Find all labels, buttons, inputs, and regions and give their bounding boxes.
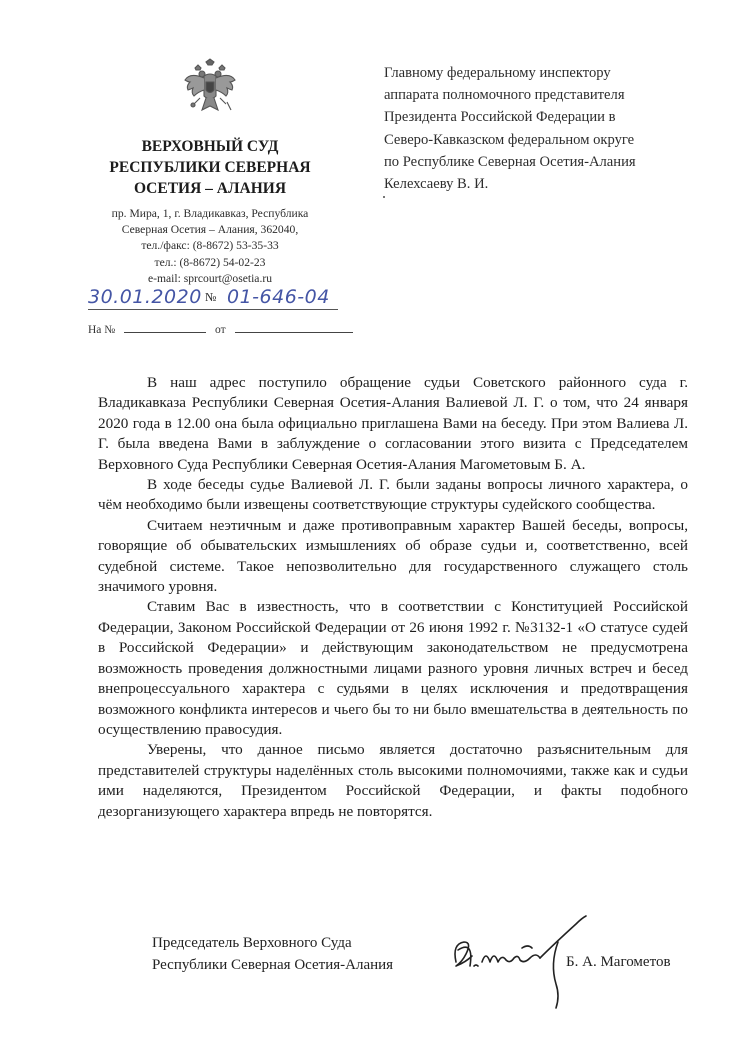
signatory-name: Б. А. Магометов <box>566 954 671 970</box>
phone-line: тел.: (8-8672) 54-02-23 <box>154 255 266 269</box>
recipient-line: Президента Российской Федерации в <box>384 109 616 126</box>
address-line: пр. Мира, 1, г. Владикавказ, Республика <box>111 207 309 220</box>
signatory-title-line: Республики Северная Осетия-Алания <box>152 957 394 973</box>
recipient-line: Главному федеральному инспектору <box>384 65 611 81</box>
court-name-line: ВЕРХОВНЫЙ СУД <box>141 138 279 155</box>
outgoing-number: 01-646-04 <box>227 286 330 308</box>
recipient-name: Келехсаеву В. И. <box>384 176 489 193</box>
court-name-line: РЕСПУБЛИКИ СЕВЕРНАЯ <box>109 159 311 176</box>
body-paragraph: В наш адрес поступило обращение судьи Советского районного суда г. Владикавказа Республики Северная Осетия-Алания Валиевой Л. Г. о том, что 24 января 2020 года в 12.00 она была официально приглашена Вами на беседу. При этом Валиева Л. Г. была введена Вами в заблуждение о согласовании этого визита с Председателем Верховного Суда Республики Северная Осетия-Алания Магометовым Б. А. <box>98 374 688 473</box>
number-sign: № <box>205 290 217 304</box>
court-address <box>80 206 340 287</box>
email-line: e-mail: sprcourt@osetia.ru <box>148 271 272 285</box>
address-line: Северная Осетия – Алания, 362040, <box>121 223 299 237</box>
recipient-line: по Республике Северная Осетия-Алания <box>384 153 636 170</box>
outgoing-registration <box>88 284 358 314</box>
signatory-title-line: Председатель Верховного Суда <box>152 935 352 951</box>
body-paragraph: Считаем неэтичным и даже противоправным характер Вашей беседы, вопросы, говорящие об обывательских измышлениях об образе судьи и, соответственно, всей судебной системе. Такое непозволительно для государственного служащего столь значимого уровня. <box>98 516 688 596</box>
coat-of-arms-icon <box>182 58 238 120</box>
phone-fax-line: тел./факс: (8-8672) 53-35-33 <box>141 239 279 253</box>
signatory-title <box>152 932 452 976</box>
reply-number-blank <box>124 323 206 333</box>
reply-to-label: На № <box>88 324 116 336</box>
court-name <box>92 136 328 199</box>
outgoing-date: 30.01.2020 <box>88 286 202 308</box>
body-paragraph: Уверены, что данное письмо является достаточно разъяснительным для представителей структуры наделённых столь высокими полномочиями, также как и судьи ими наделяются, Президентом Российской Федерации, и факты подобного дезорганизующего характера впредь не повторятся. <box>98 741 688 820</box>
reply-date-blank <box>235 323 353 333</box>
body-paragraph: Ставим Вас в известность, что в соответствии с Конституцией Российской Федерации, Законом Российской Федерации от 26 июня 1992 г. №3132-1 «О статусе судей в Российской Федерации» и действующим законодательством не предусмотрена возможность проведения должностными лицами разного уровня личных встреч и бесед внепроцессуального характера с судьями в целях исключения и предотвращения возможного конфликта интересов и чьего бы то ни было вмешательства в деятельность по осуществлению правосудия. <box>98 598 688 738</box>
letter-body <box>98 373 688 822</box>
recipient-block <box>384 62 684 195</box>
reply-from-label: от <box>215 324 226 336</box>
court-name-line: ОСЕТИЯ – АЛАНИЯ <box>133 180 287 197</box>
body-paragraph: В ходе беседы судье Валиевой Л. Г. были заданы вопросы личного характера, о чём необходимо были извещены соответствующие структуры судейского сообщества. <box>98 476 688 514</box>
registration-underline <box>88 309 338 310</box>
recipient-line: Северо-Кавказском федеральном округе <box>384 131 635 148</box>
stray-dot <box>383 196 385 198</box>
recipient-line: аппарата полномочного представителя <box>384 87 625 104</box>
reply-to-row <box>88 323 348 336</box>
